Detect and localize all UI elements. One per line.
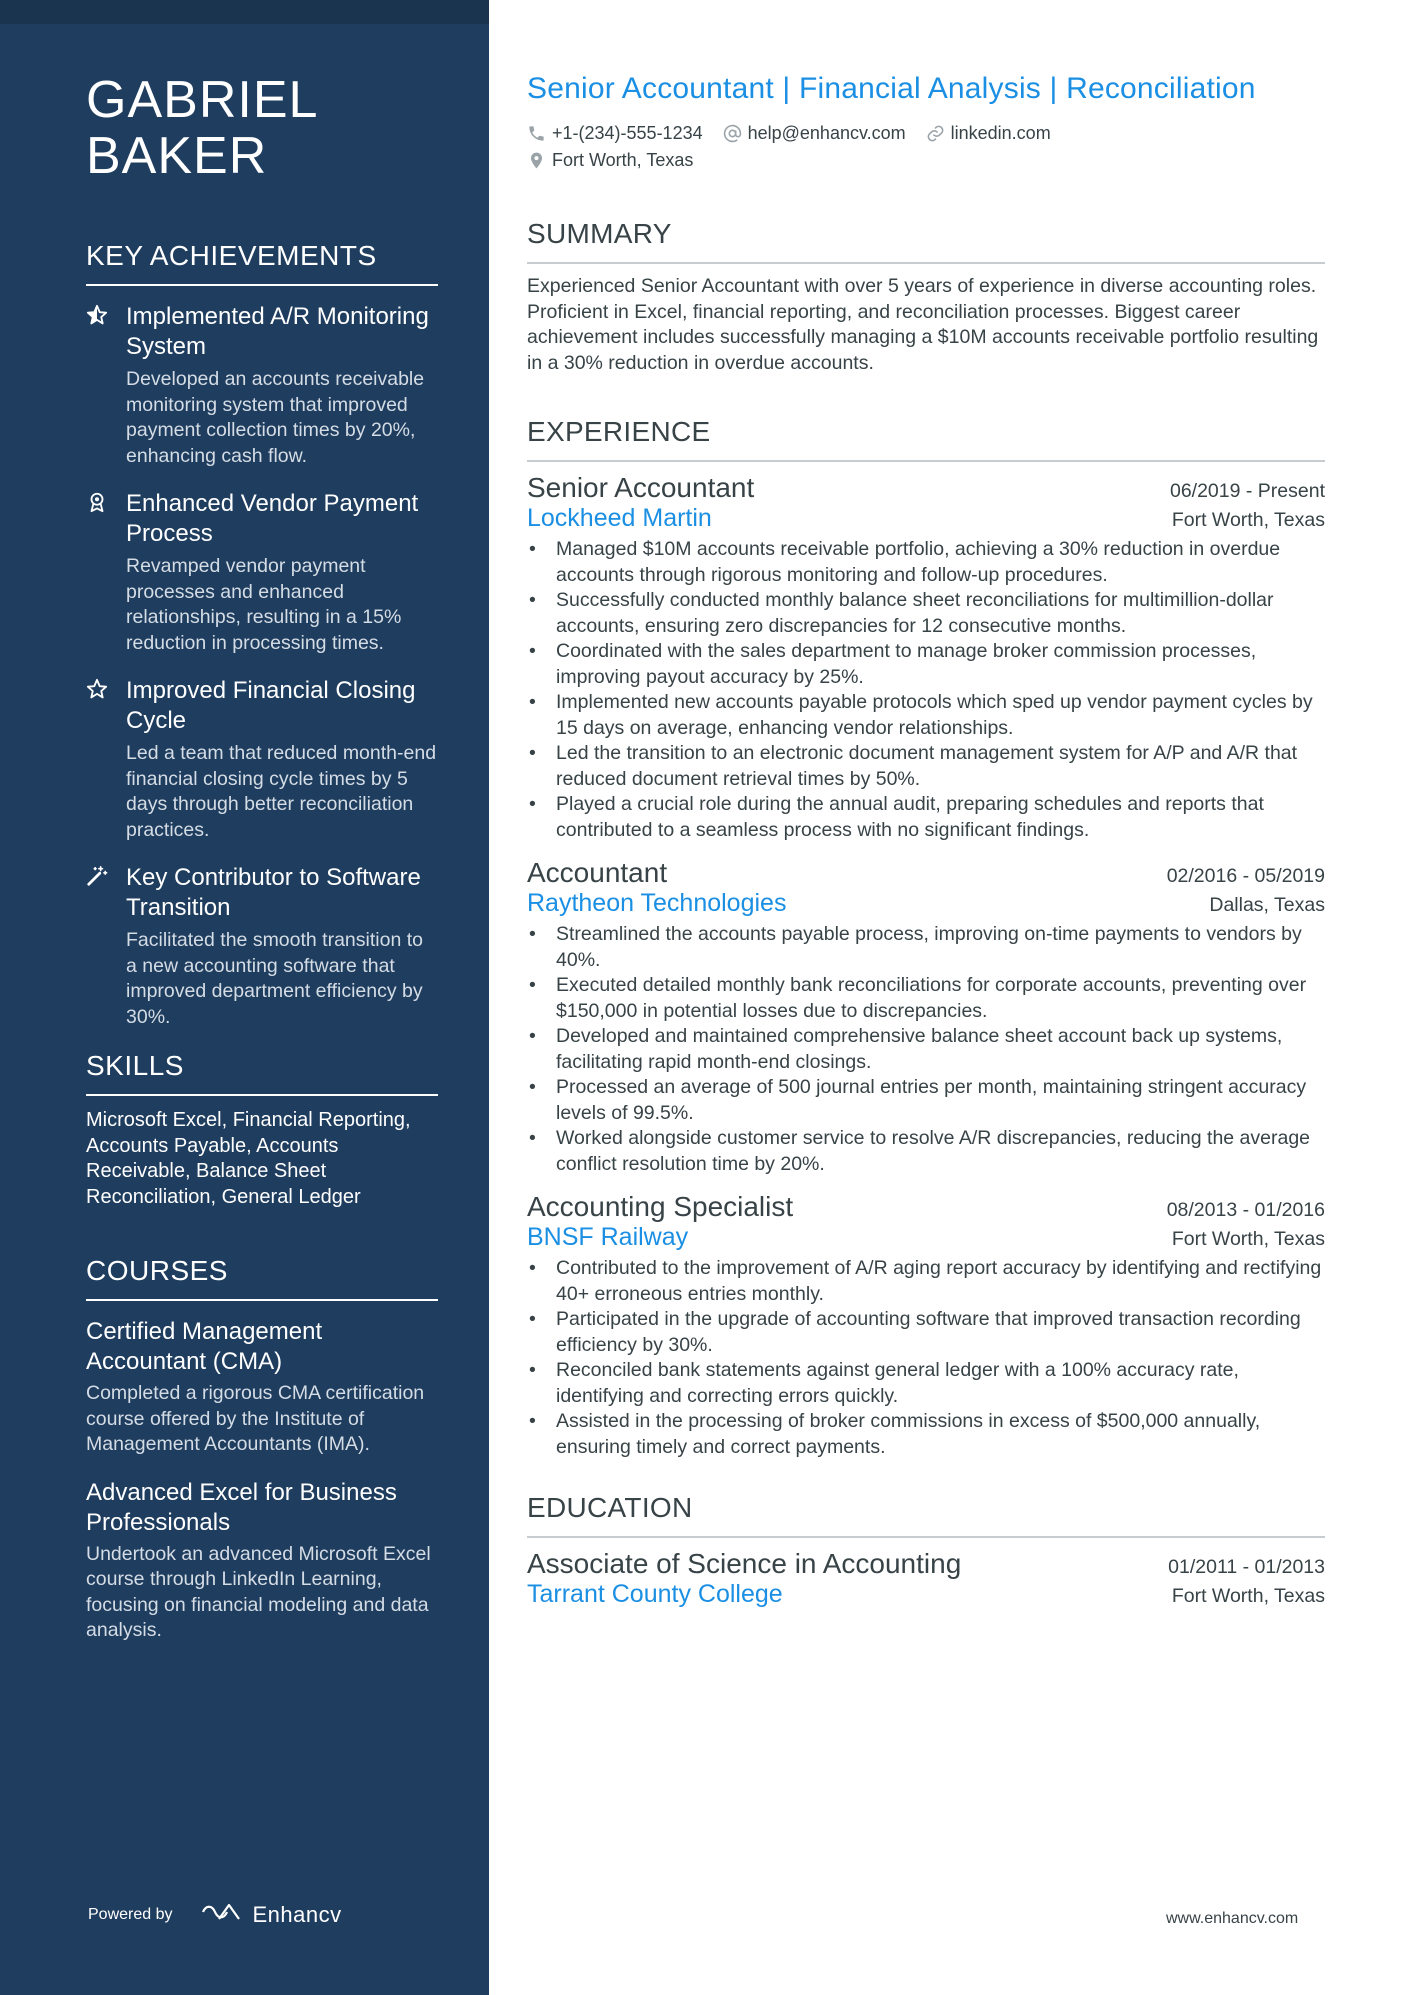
job-entry [527, 1191, 1325, 1460]
phone-icon [527, 124, 546, 143]
skills-list: Microsoft Excel, Financial Reporting, Accounts Payable, Accounts Receivable, Balance Sheet Reconciliation, General Ledger [86, 1109, 411, 1208]
achievement-desc: Led a team that reduced month-end financial closing cycle times by 5 days through better reconciliation practices. [126, 742, 437, 841]
list-item: • Implemented new accounts payable protocols which sped up vendor payment cycles by 15 days on average, enhancing vendor relationships. [527, 690, 1325, 741]
list-item: • Contributed to the improvement of A/R aging report accuracy by identifying and rectifying 40+ erroneous entries monthly. [527, 1256, 1325, 1307]
achievements-list [86, 302, 438, 1030]
list-item: • Worked alongside customer service to resolve A/R discrepancies, reducing the average conflict resolution time by 20%. [527, 1126, 1325, 1177]
list-item: • Successfully conducted monthly balance sheet reconciliations for multimillion-dollar accounts, ensuring zero discrepancies for 12 consecutive months. [527, 588, 1325, 639]
company-name: Raytheon Technologies [527, 889, 787, 917]
job-location: Fort Worth, Texas [1171, 1228, 1325, 1250]
achievement-item [86, 302, 438, 469]
achievement-desc: Developed an accounts receivable monitoring system that improved payment collection times by 20%, enhancing cash flow. [126, 368, 425, 467]
education-heading: EDUCATION [527, 1492, 1325, 1538]
email-text: help@enhancv.com [747, 123, 906, 143]
job-title: Accountant [527, 857, 668, 888]
magic-wand-icon [86, 863, 126, 1030]
powered-by-label: Powered by [88, 1905, 173, 1923]
headline: Senior Accountant | Financial Analysis | Reconciliation [527, 72, 1256, 105]
star-half-icon [86, 302, 126, 469]
job-dates: 06/2019 - Present [1169, 480, 1325, 502]
job-entry [527, 472, 1325, 843]
summary-heading: SUMMARY [527, 218, 1325, 264]
courses-heading: COURSES [86, 1255, 438, 1301]
first-name: GABRIEL [86, 71, 319, 129]
list-item: • Participated in the upgrade of accounting software that improved transaction recording efficiency by 30%. [527, 1307, 1325, 1358]
location-contact [527, 147, 693, 174]
job-dates: 08/2013 - 01/2016 [1166, 1199, 1325, 1221]
main-content [527, 72, 1325, 1609]
contact-info [527, 120, 1325, 174]
list-item: • Led the transition to an electronic document management system for A/P and A/R that reduced document retrieval times by 50%. [527, 741, 1325, 792]
link-icon [926, 124, 945, 143]
location-pin-icon [527, 151, 546, 170]
phone-contact[interactable] [527, 120, 703, 147]
list-item: • Played a crucial role during the annual audit, preparing schedules and reports that contributed to a seamless process with no significant findings. [527, 792, 1325, 843]
skills-heading: SKILLS [86, 1050, 438, 1096]
job-location: Dallas, Texas [1209, 894, 1325, 916]
sidebar-top-bar [0, 0, 489, 24]
achievement-desc: Facilitated the smooth transition to a new accounting software that improved department efficiency by 30%. [126, 929, 423, 1028]
education-entry [527, 1548, 1325, 1609]
summary-text: Experienced Senior Accountant with over 5 years of experience in diverse accounting roles. Proficient in Excel, financial reporting, and reconciliation processes. Biggest career achievement includes successfully managing a $10M accounts receivable portfolio resulting in a 30% reduction in overdue accounts. [527, 275, 1319, 374]
last-name: BAKER [86, 127, 268, 185]
achievement-title: Enhanced Vendor Payment Process [126, 490, 419, 547]
job-bullets [527, 922, 1325, 1177]
course-title: Advanced Excel for Business Professionals [86, 1478, 397, 1536]
achievement-desc: Revamped vendor payment processes and enhanced relationships, resulting in a 15% reduction in processing times. [126, 555, 402, 654]
list-item: • Reconciled bank statements against general ledger with a 100% accuracy rate, identifying and correcting errors quickly. [527, 1358, 1325, 1409]
email-contact[interactable] [723, 120, 906, 147]
powered-by [88, 1900, 342, 1929]
list-item: • Managed $10M accounts receivable portfolio, achieving a 30% reduction in overdue accounts through rigorous monitoring and follow-up procedures. [527, 537, 1325, 588]
course-item [86, 1317, 438, 1458]
degree-title: Associate of Science in Accounting [527, 1548, 962, 1579]
linkedin-contact[interactable] [926, 120, 1051, 147]
linkedin-text: linkedin.com [950, 123, 1051, 143]
experience-heading: EXPERIENCE [527, 416, 1325, 462]
enhancv-logo-icon [199, 1900, 243, 1929]
course-item [86, 1478, 438, 1644]
achievement-item [86, 676, 438, 843]
list-item: • Coordinated with the sales department to manage broker commission processes, improving payout accuracy by 25%. [527, 639, 1325, 690]
achievement-item [86, 863, 438, 1030]
star-outline-icon [86, 676, 126, 843]
company-name: Lockheed Martin [527, 504, 712, 532]
list-item: • Processed an average of 500 journal entries per month, maintaining stringent accuracy levels of 99.5%. [527, 1075, 1325, 1126]
job-dates: 02/2016 - 05/2019 [1166, 865, 1325, 887]
job-title: Senior Accountant [527, 472, 755, 503]
achievement-title: Improved Financial Closing Cycle [126, 677, 416, 734]
education-dates: 01/2011 - 01/2013 [1168, 1556, 1325, 1578]
at-icon [723, 124, 742, 143]
list-item: • Assisted in the processing of broker commissions in excess of $500,000 annually, ensuring timely and correct payments. [527, 1409, 1325, 1460]
course-title: Certified Management Accountant (CMA) [86, 1318, 323, 1375]
achievement-title: Key Contributor to Software Transition [126, 864, 421, 921]
location-text: Fort Worth, Texas [552, 150, 694, 170]
job-bullets [527, 1256, 1325, 1460]
brand-name: Enhancv [252, 1901, 342, 1927]
school-name: Tarrant County College [527, 1580, 783, 1608]
job-title: Accounting Specialist [527, 1191, 794, 1222]
achievement-item [86, 489, 438, 656]
sidebar [0, 0, 489, 1995]
job-bullets [527, 537, 1325, 843]
phone-text: +1-(234)-555-1234 [552, 123, 703, 143]
award-icon [86, 489, 126, 656]
list-item: • Developed and maintained comprehensive balance sheet account back up systems, facilitating rapid month-end closings. [527, 1024, 1325, 1075]
list-item: • Streamlined the accounts payable process, improving on-time payments to vendors by 40%. [527, 922, 1325, 973]
course-desc: Undertook an advanced Microsoft Excel course through LinkedIn Learning, focusing on financial modeling and data analysis. [86, 1542, 431, 1641]
course-desc: Completed a rigorous CMA certification course offered by the Institute of Management Accountants (IMA). [86, 1382, 425, 1455]
company-name: BNSF Railway [527, 1223, 689, 1251]
achievements-heading: KEY ACHIEVEMENTS [86, 240, 438, 286]
job-entry [527, 857, 1325, 1177]
list-item: • Executed detailed monthly bank reconciliations for corporate accounts, preventing over $150,000 in potential losses due to discrepancies. [527, 973, 1325, 1024]
website-link[interactable]: www.enhancv.com [1166, 1910, 1299, 1927]
candidate-name [86, 72, 438, 184]
achievement-title: Implemented A/R Monitoring System [126, 303, 429, 360]
school-location: Fort Worth, Texas [1171, 1585, 1325, 1607]
job-location: Fort Worth, Texas [1171, 509, 1325, 531]
